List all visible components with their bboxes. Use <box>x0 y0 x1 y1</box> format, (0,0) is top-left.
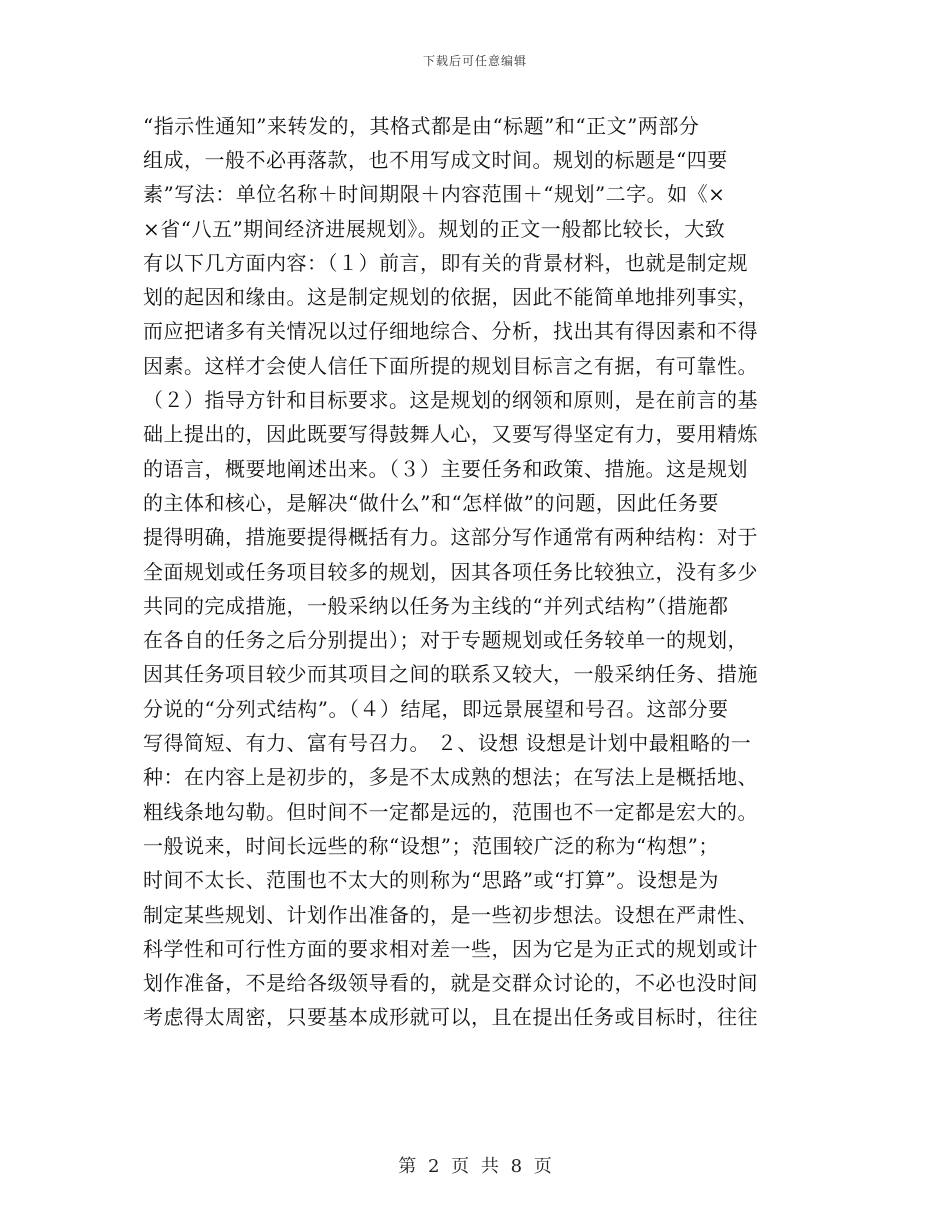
text-line: 科学性和可行性方面的要求相对差一些，因为它是为正式的规划或计 <box>143 936 758 961</box>
text-line: 组成，一般不必再落款，也不用写成文时间。规划的标题是“四要 <box>143 148 728 172</box>
text-line: 在各自的任务之后分别提出）；对于专题规划或任务较单一的规划， <box>143 628 748 653</box>
text-line: 考虑得太周密，只要基本成形就可以，且在提出任务或目标时，往往 <box>143 1005 758 1030</box>
text-line: “指示性通知”来转发的，其格式都是由“标题”和“正文”两部分 <box>143 114 700 138</box>
text-line: 全面规划或任务项目较多的规划，因其各项任务比较独立，没有多少 <box>143 559 758 584</box>
text-line: 种：在内容上是初步的，多是不太成熟的想法；在写法上是概括地、 <box>143 765 758 790</box>
text-line: 提得明确，措施要提得概括有力。这部分写作通常有两种结构：对于 <box>143 525 758 550</box>
text-line: 因其任务项目较少而其项目之间的联系又较大，一般采纳任务、措施 <box>143 662 758 687</box>
text-line: 础上提出的，因此既要写得鼓舞人心，又要写得坚定有力，要用精炼 <box>143 422 758 447</box>
text-line: 粗线条地勾勒。但时间不一定都是远的，范围也不一定都是宏大的。 <box>143 799 758 824</box>
text-line: 划的起因和缘由。这是制定规划的依据，因此不能简单地排列事实， <box>143 285 758 310</box>
text-line: 的主体和核心，是解决“做什么”和“怎样做”的问题，因此任务要 <box>143 490 719 515</box>
text-line: 时间不太长、范围也不太大的则称为“思路”或“打算”。设想是为 <box>143 868 719 893</box>
text-line: 有以下几方面内容：（１）前言，即有关的背景材料，也就是制定规 <box>143 250 748 275</box>
body-text <box>143 110 803 1035</box>
text-line: ×省“八五”期间经济进展规划》。规划的正文一般都比较长，大致 <box>143 216 726 241</box>
text-line: 制定某些规划、计划作出准备的，是一些初步想法。设想在严肃性、 <box>143 902 758 927</box>
text-line: 因素。这样才会使人信任下面所提的规划目标言之有据，有可靠性。 <box>143 353 758 378</box>
text-line: 一般说来，时间长远些的称“设想”；范围较广泛的称为“构想”； <box>143 833 719 858</box>
text-line: 的语言，概要地阐述出来。（３）主要任务和政策、措施。这是规划 <box>143 456 748 481</box>
page-number-footer: 第 2 页 共 8 页 <box>398 1156 552 1177</box>
text-line: 共同的完成措施，一般采纳以任务为主线的“并列式结构”（措施都 <box>143 593 729 618</box>
text-line: 而应把诸多有关情况以过仔细地综合、分析，找出其有得因素和不得 <box>143 319 758 344</box>
text-line: 素”写法：单位名称＋时间期限＋内容范围＋“规划”二字。如《× <box>143 182 726 207</box>
text-line: 划作准备，不是给各级领导看的，就是交群众讨论的，不必也没时间 <box>143 971 758 996</box>
page-header: 下载后可任意编辑 <box>422 54 527 68</box>
text-line: 写得简短、有力、富有号召力。 ２、设想 设想是计划中最粗略的一 <box>143 731 752 756</box>
text-line: 分说的“分列式结构”。（４）结尾，即远景展望和号召。这部分要 <box>143 696 729 721</box>
text-line: （２）指导方针和目标要求。这是规划的纲领和原则，是在前言的基 <box>143 388 758 413</box>
